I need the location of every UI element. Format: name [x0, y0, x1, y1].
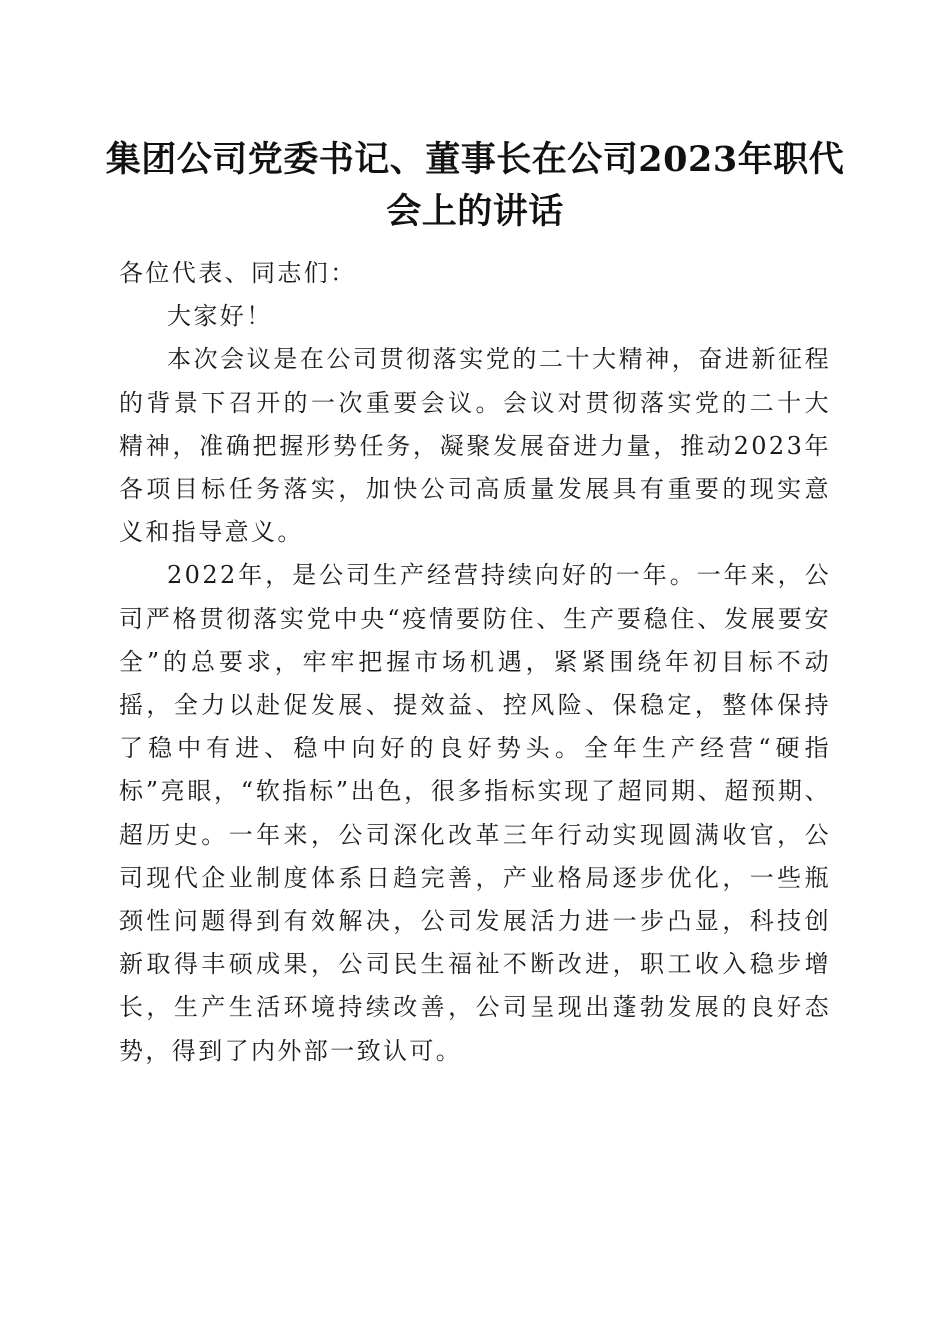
document-title: 集团公司党委书记、董事长在公司2023年职代会上的讲话 — [105, 139, 845, 232]
salutation: 各位代表、同志们： — [119, 259, 357, 287]
greeting: 大家好！ — [167, 302, 273, 331]
document-body — [119, 252, 831, 1073]
paragraph: 本次会议是在公司贯彻落实党的二十大精神，奋进新征程的背景下召开的一次重要会议。会议对贯彻落实党的二十大精神，准确把握形势任务，凝聚发展奋进力量，推动2023年各项目标任务落实，加快公司高质量发展具有重要的现实意义和指导意义。 — [119, 345, 831, 547]
paragraph: 2022年，是公司生产经营持续向好的一年。一年来，公司严格贯彻落实党中央“疫情要防住、生产要稳住、发展要安全”的总要求，牢牢把握市场机遇，紧紧围绕年初目标不动摇，全力以赴促发展、提效益、控风险、保稳定，整体保持了稳中有进、稳中向好的良好势头。全年生产经营“硬指标”亮眼，“软指标”出色，很多指标实现了超同期、超预期、超历史。一年来，公司深化改革三年行动实现圆满收官，公司现代企业制度体系日趋完善，产业格局逐步优化，一些瓶颈性问题得到有效解决，公司发展活力进一步凸显，科技创新取得丰硕成果，公司民生福祉不断改进，职工收入稳步增长，生产生活环境持续改善，公司呈现出蓬勃发展的良好态势，得到了内外部一致认可。 — [119, 561, 831, 1065]
